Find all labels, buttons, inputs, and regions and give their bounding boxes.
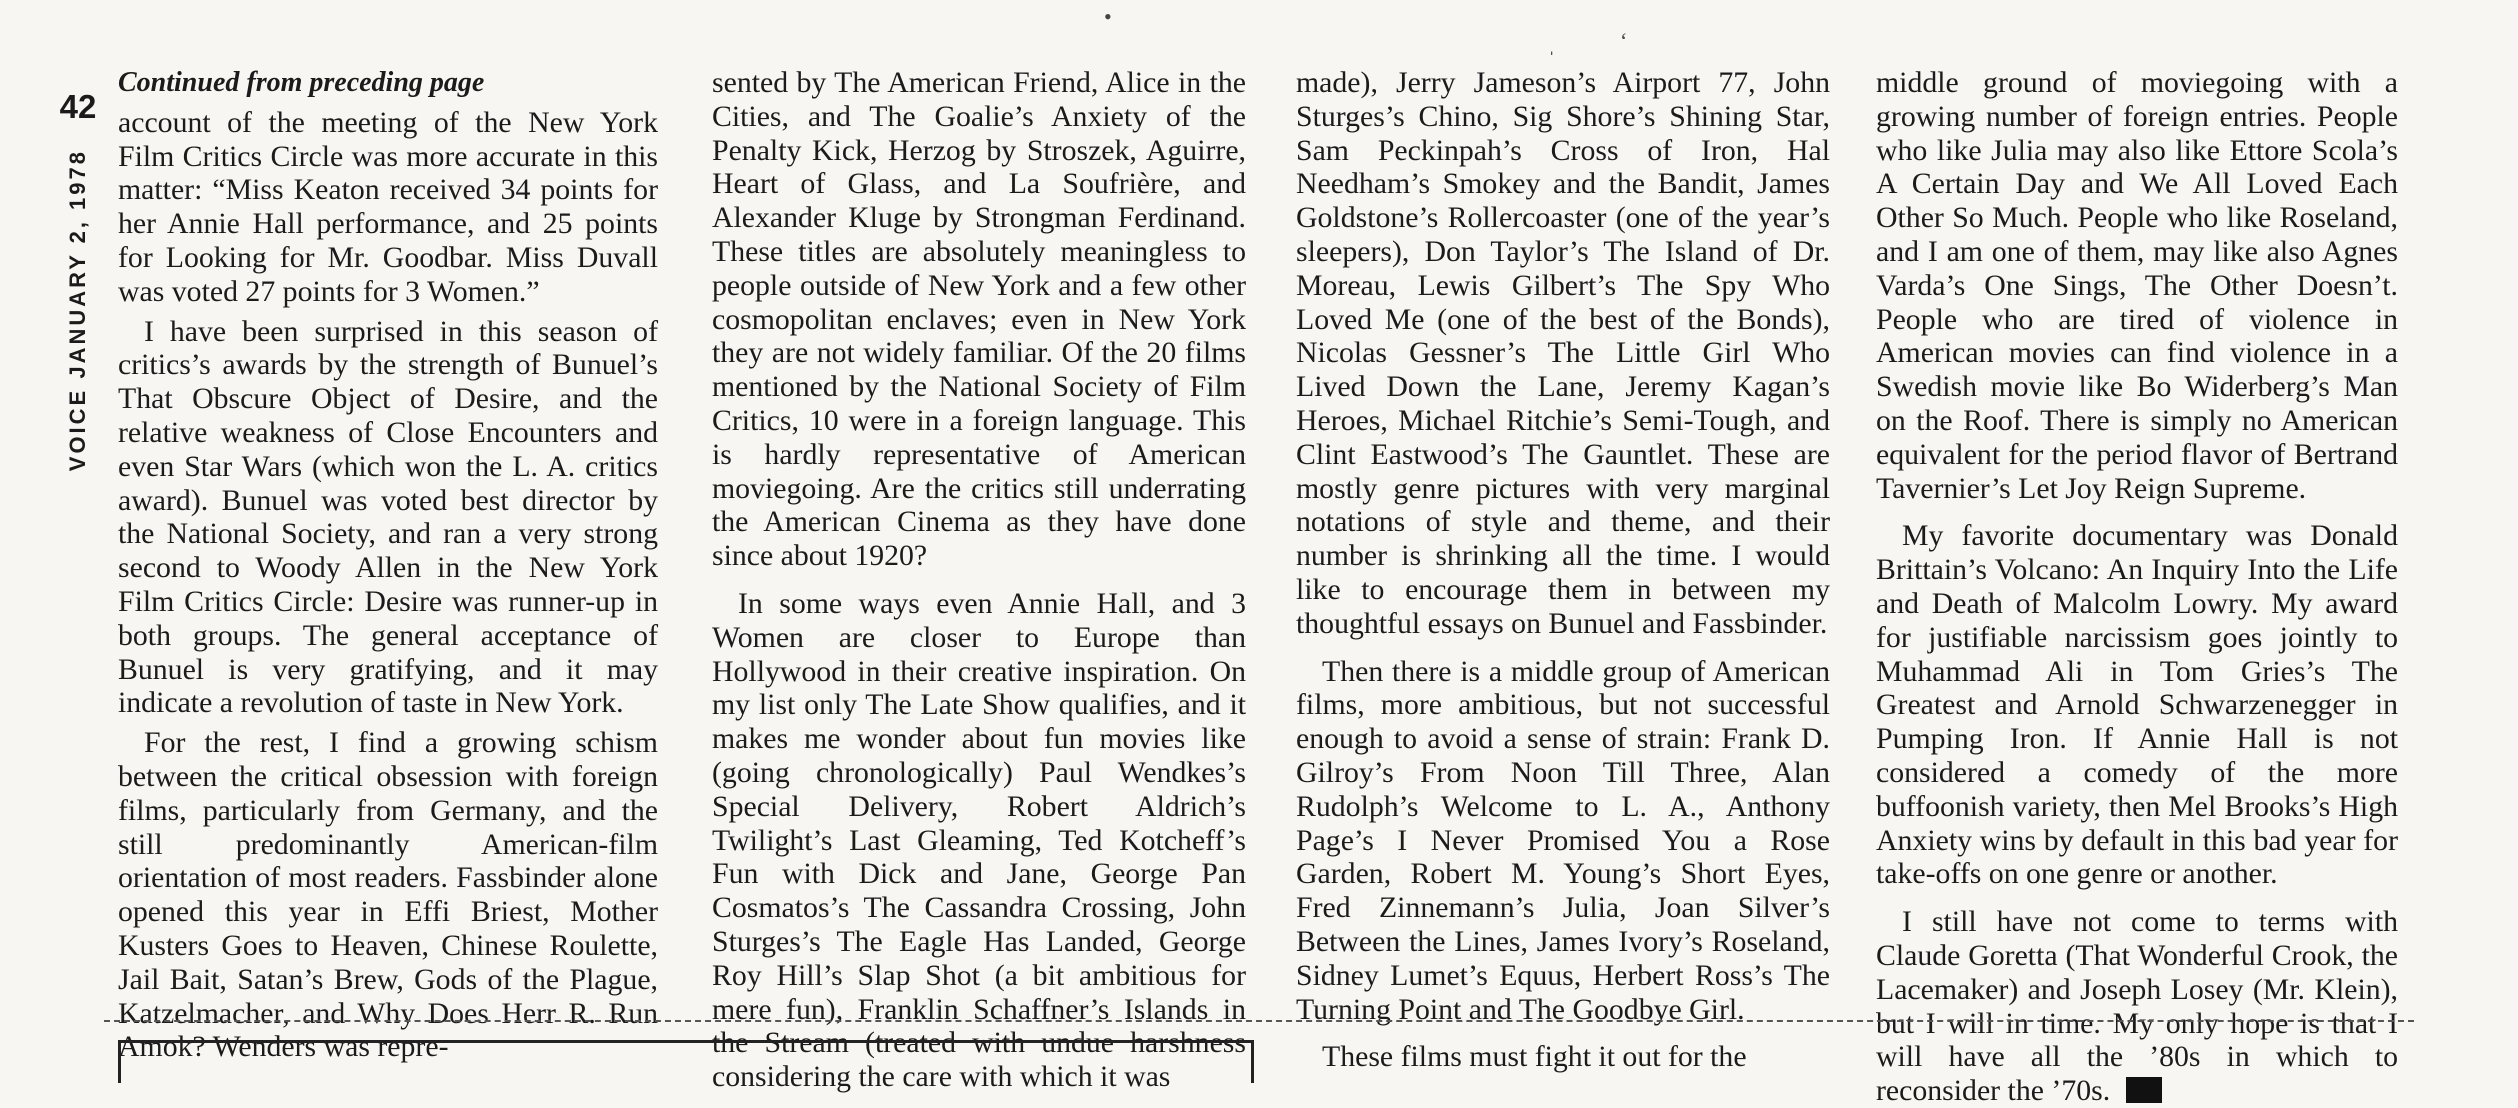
paragraph: These films must fight it out for the	[1322, 1040, 1747, 1074]
adjacent-ad-box	[118, 1040, 1254, 1083]
end-of-article-mark	[2126, 1077, 2162, 1103]
article-column-1	[118, 66, 658, 1064]
page-number: 42	[59, 88, 97, 125]
continued-label: Continued from preceding page	[118, 67, 485, 98]
print-speck: ˌ	[1548, 30, 1556, 55]
paragraph: account of the meeting of the New York Film Critics Circle was more accurate in this matter: “Miss Keaton received 34 points for her Annie Hall performance, and 25 points for Looking for Mr. Goodbar. Miss Duvall was voted 27 points for 3 Women.”	[118, 105, 658, 308]
running-head: VOICE JANUARY 2, 1978	[65, 149, 90, 472]
article-column-3	[1296, 66, 1830, 1074]
print-speck: •	[1104, 4, 1112, 29]
page-margin-header	[58, 90, 98, 560]
paragraph: In some ways even Annie Hall, and 3 Women are closer to Europe than Hollywood in their creative inspiration. On my list only The Late Show qualifies, and it makes me wonder about fun movies like (going chronologically) Paul Wendkes’s Special Delivery, Robert Aldrich’s Twilight’s Last Gleaming, Ted Kotcheff’s Fun with Dick and Jane, George Pan Cosmatos’s The Cassandra Crossing, John Sturges’s The Eagle Has Landed, George Roy Hill’s Slap Shot (a bit ambitious for mere fun), Franklin Schaffner’s Islands in the Stream (treated with undue harshness considering the care with which it was	[712, 586, 1246, 1094]
article-column-2	[712, 66, 1246, 1094]
paragraph-text: I still have not come to terms with Claude Goretta (That Wonderful Crook, the Lacemaker) and Joseph Losey (Mr. Klein), but I will in time. My only hope is that I will have all the ’80s in which to reconsider the ’70s.	[1876, 905, 2398, 1108]
paragraph: My favorite documentary was Donald Brittain’s Volcano: An Inquiry Into the Life and Death of Malcolm Lowry. My award for justifiable narcissism goes jointly to Muhammad Ali in Tom Gries’s The Greatest and Arnold Schwarzenegger in Pumping Iron. If Annie Hall is not considered a comedy of the more buffoonish variety, then Mel Brooks’s High Anxiety wins by default in this bad year for take-offs on one genre or another.	[1876, 519, 2398, 891]
print-speck: ʻ	[1620, 28, 1628, 53]
paragraph: I have been surprised in this season of critics’s awards by the strength of Bunuel’s That Obscure Object of Desire, and the relative weakness of Close Encounters and even Star Wars (which won the L. A. critics award). Bunuel was voted best director by the National Society, and ran a very strong second to Woody Allen in the New York Film Critics Circle: Desire was runner-up in both groups. The general acceptance of Bunuel is very gratifying, and it may indicate a revolution of taste in New York.	[118, 314, 658, 720]
paragraph: made), Jerry Jameson’s Airport 77, John Sturges’s Chino, Sig Shore’s Shining Star, Sam Peckinpah’s Cross of Iron, Hal Needham’s Smokey and the Bandit, James Goldstone’s Rollercoaster (one of the year’s sleepers), Don Taylor’s The Island of Dr. Moreau, Lewis Gilbert’s The Spy Who Loved Me (one of the best of the Bonds), Nicolas Gessner’s The Little Girl Who Lived Down the Lane, Jeremy Kagan’s Heroes, Michael Ritchie’s Semi-Tough, and Clint Eastwood’s The Gauntlet. These are mostly genre pictures with very marginal notations of style and theme, and their number is shrinking all the time. I would like to encourage them in between my thoughtful essays on Bunuel and Fassbinder.	[1296, 66, 1830, 640]
paragraph: For the rest, I find a growing schism between the critical obsession with foreign films, particularly from Germany, and the still predominantly American-film orientation of most readers. Fassbinder alone opened this year in Effi Briest, Mother Kusters Goes to Heaven, Chinese Roulette, Jail Bait, Satan’s Brew, Gods of the Plague, Katzelmacher, and Why Does Herr R. Run Amok? Wenders was repre-	[118, 726, 658, 1064]
paragraph: sented by The American Friend, Alice in the Cities, and The Goalie’s Anxiety of the Penalty Kick, Herzog by Stroszek, Aguirre, Heart of Glass, and La Soufrière, and Alexander Kluge by Strongman Ferdinand. These titles are absolutely meaningless to people outside of New York and a few other cosmopolitan enclaves; even in New York they are not widely familiar. Of the 20 films mentioned by the National Society of Film Critics, 10 were in a foreign language. This is hardly representative of American moviegoing. Are the critics still underrating the American Cinema as they have done since about 1920?	[712, 66, 1246, 573]
paragraph	[1876, 905, 2398, 1108]
paragraph: Then there is a middle group of American films, more ambitious, but not successful enough to avoid a sense of strain: Frank D. Gilroy’s From Noon Till Three, Alan Rudolph’s Welcome to L. A., Anthony Page’s I Never Promised You a Rose Garden, Robert M. Young’s Short Eyes, Fred Zinnemann’s Julia, Joan Silver’s Between the Lines, James Ivory’s Roseland, Sidney Lumet’s Equus, Herbert Ross’s The Turning Point and The Goodbye Girl.	[1296, 654, 1830, 1026]
paragraph: middle ground of moviegoing with a growing number of foreign entries. People who like Julia may also like Ettore Scola’s A Certain Day and We All Loved Each Other So Much. People who like Roseland, and I am one of them, may like also Agnes Varda’s One Sings, The Other Doesn’t. People who are tired of violence in American movies can find violence in a Swedish movie like Bo Widerberg’s Man on the Roof. There is simply no American equivalent for the period flavor of Bertrand Tavernier’s Let Joy Reign Supreme.	[1876, 66, 2398, 505]
page-divider-rule	[104, 1020, 2414, 1022]
article-column-4	[1876, 66, 2398, 1108]
